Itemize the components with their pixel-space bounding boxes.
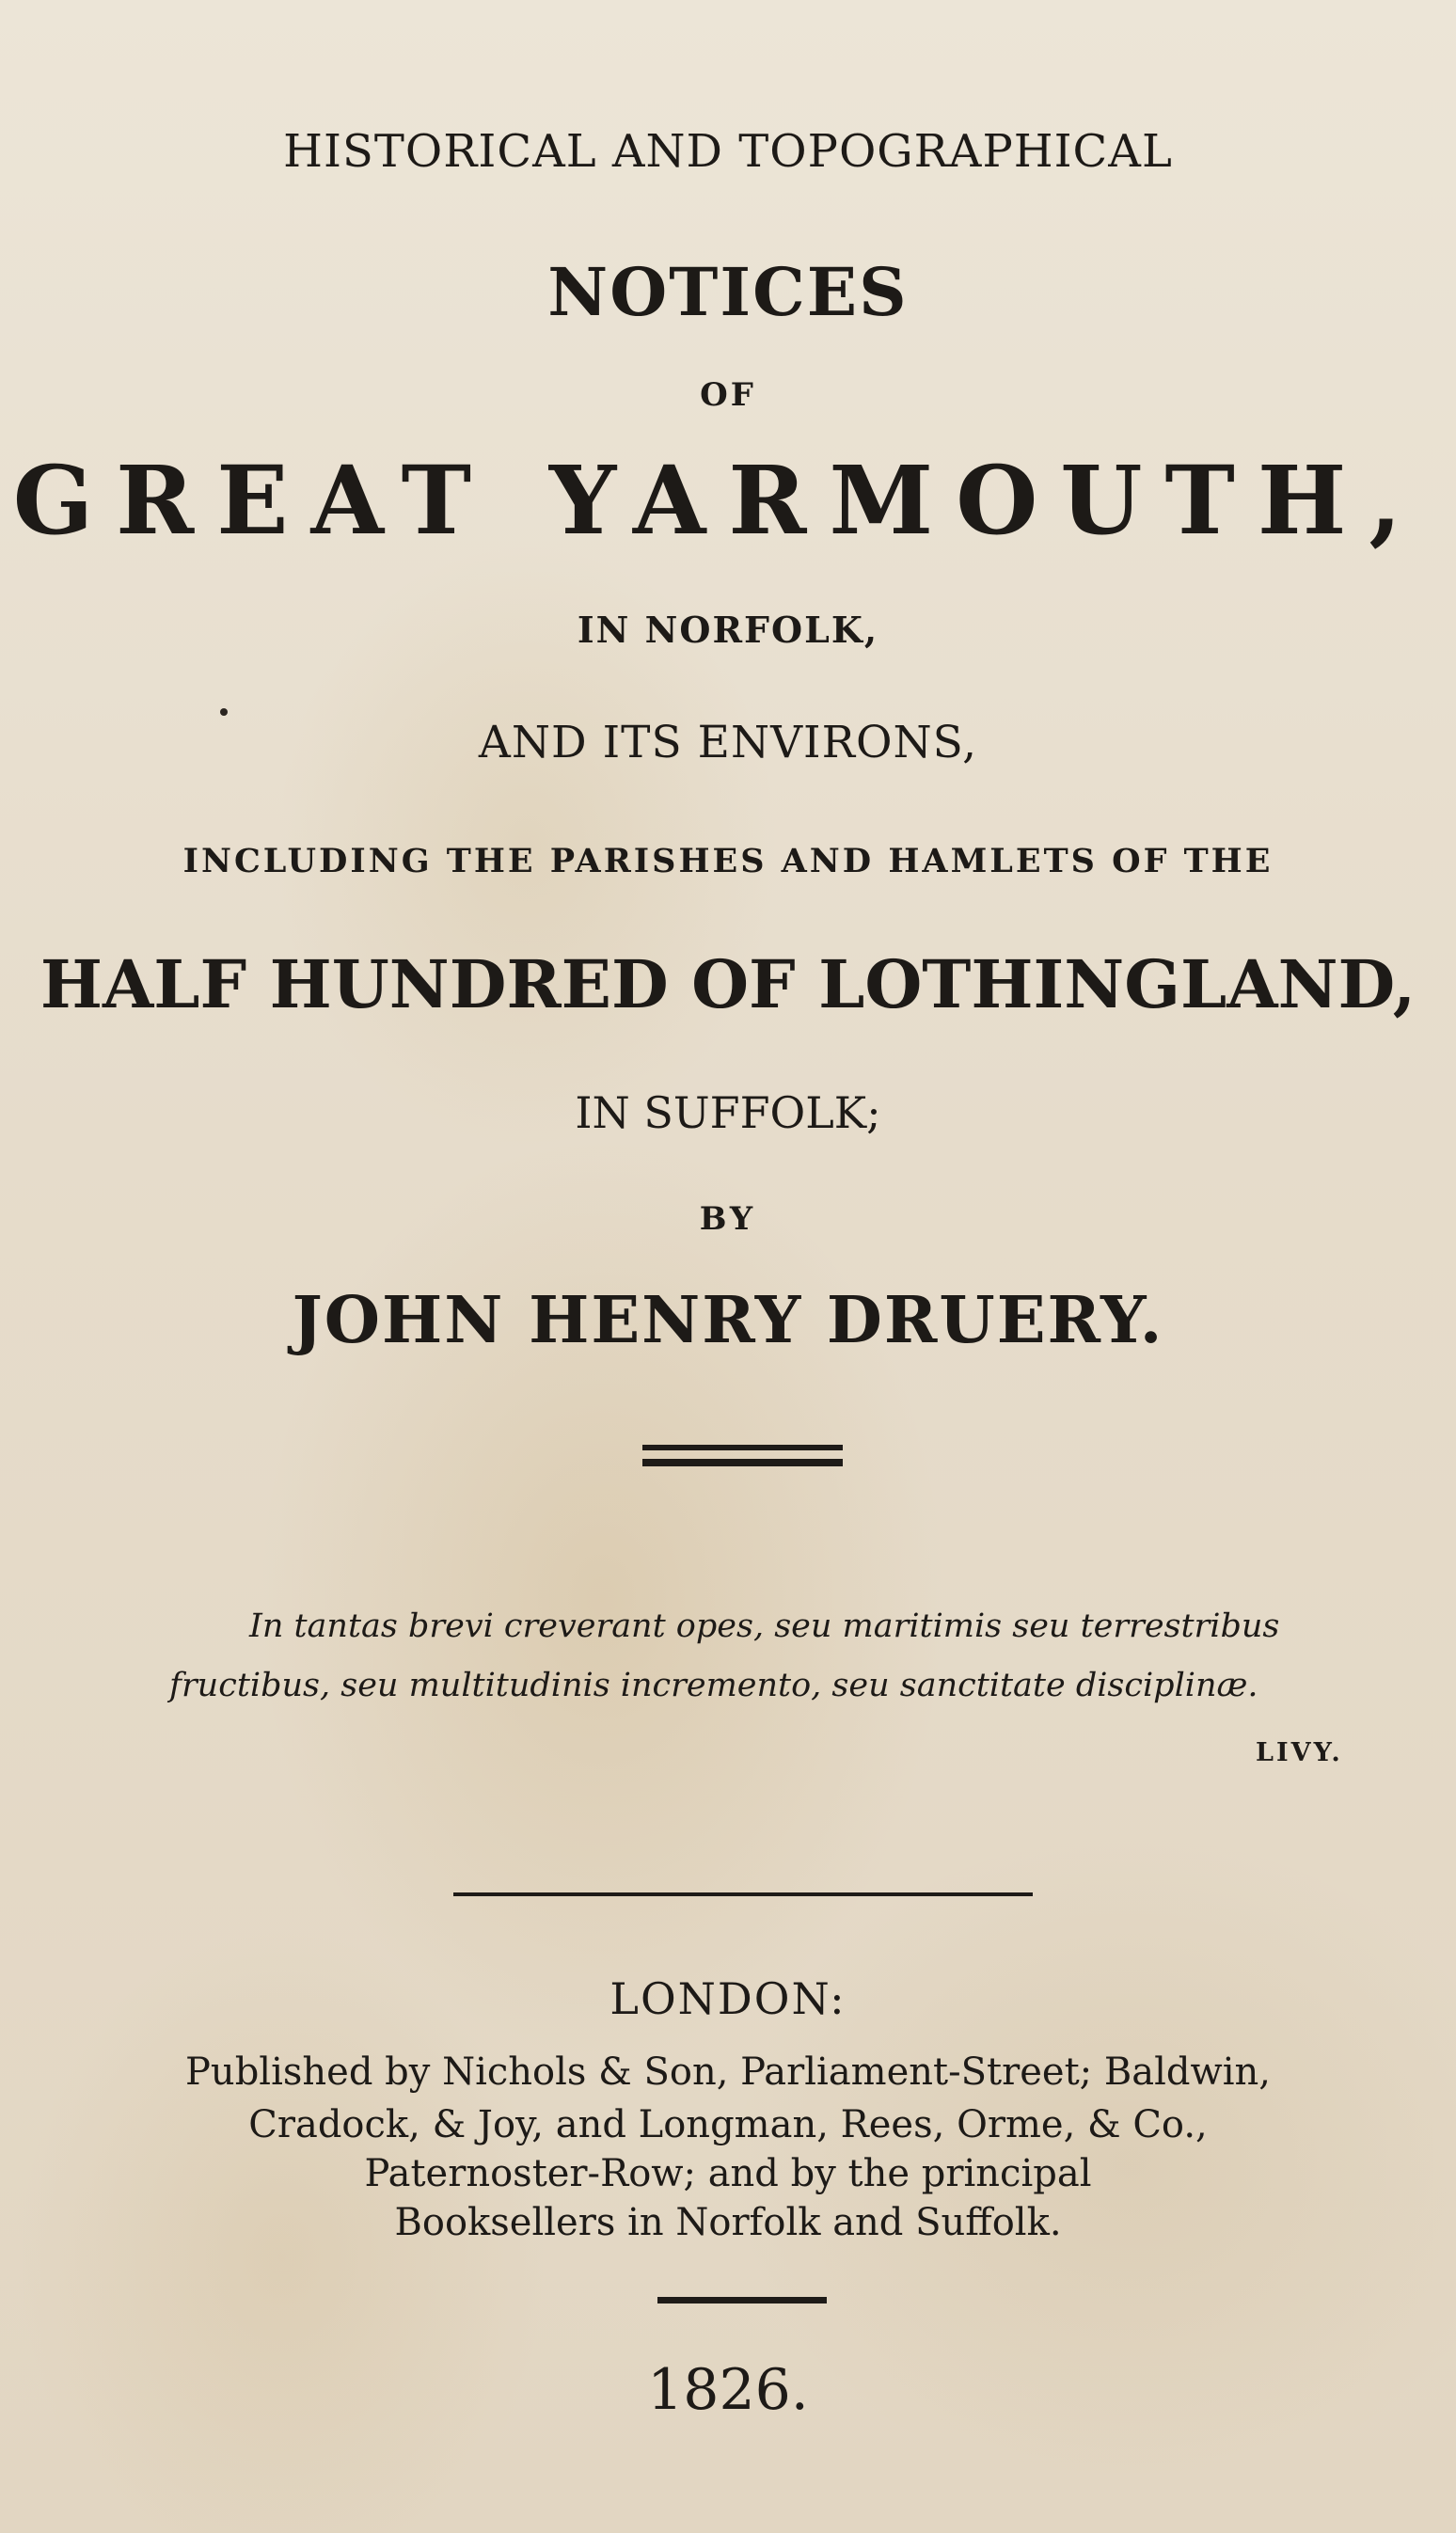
double-rule-bottom xyxy=(642,1459,843,1466)
author-name: JOHN HENRY DRUERY. xyxy=(292,1283,1164,1358)
heading-historical-topographical: HISTORICAL AND TOPOGRAPHICAL xyxy=(283,125,1173,178)
imprint-city: LONDON: xyxy=(609,1973,847,2024)
ink-speck xyxy=(220,708,228,716)
byline-by: BY xyxy=(699,1200,757,1238)
double-rule-top xyxy=(642,1445,843,1450)
subtitle-in-norfolk: IN NORFOLK, xyxy=(577,609,879,651)
subtitle-in-suffolk: IN SUFFOLK; xyxy=(575,1087,881,1138)
title-great-yarmouth: GREAT YARMOUTH, xyxy=(12,445,1425,556)
publication-year: 1826. xyxy=(647,2357,809,2423)
divider-rule xyxy=(453,1892,1033,1896)
epigraph-author: LIVY. xyxy=(1256,1738,1343,1767)
short-rule xyxy=(657,2297,827,2303)
subtitle-parishes: INCLUDING THE PARISHES AND HAMLETS OF THE xyxy=(182,842,1274,880)
epigraph-line-2: fructibus, seu multitudinis incremento, seu sanctitate disciplinæ. xyxy=(169,1667,1258,1704)
title-lothingland: HALF HUNDRED OF LOTHINGLAND, xyxy=(40,945,1416,1023)
imprint-line-1: Published by Nichols & Son, Parliament-Street; Baldwin, xyxy=(185,2050,1271,2094)
heading-notices: NOTICES xyxy=(547,253,909,331)
heading-of: OF xyxy=(700,376,756,414)
imprint-line-4: Booksellers in Norfolk and Suffolk. xyxy=(394,2201,1062,2244)
imprint-line-2: Cradock, & Joy, and Longman, Rees, Orme, & Co., xyxy=(248,2103,1208,2146)
imprint-line-3: Paternoster-Row; and by the principal xyxy=(364,2152,1092,2195)
epigraph-line-1: In tantas brevi creverant opes, seu maritimis seu terrestribus xyxy=(249,1607,1280,1645)
subtitle-environs: AND ITS ENVIRONS, xyxy=(478,717,978,768)
